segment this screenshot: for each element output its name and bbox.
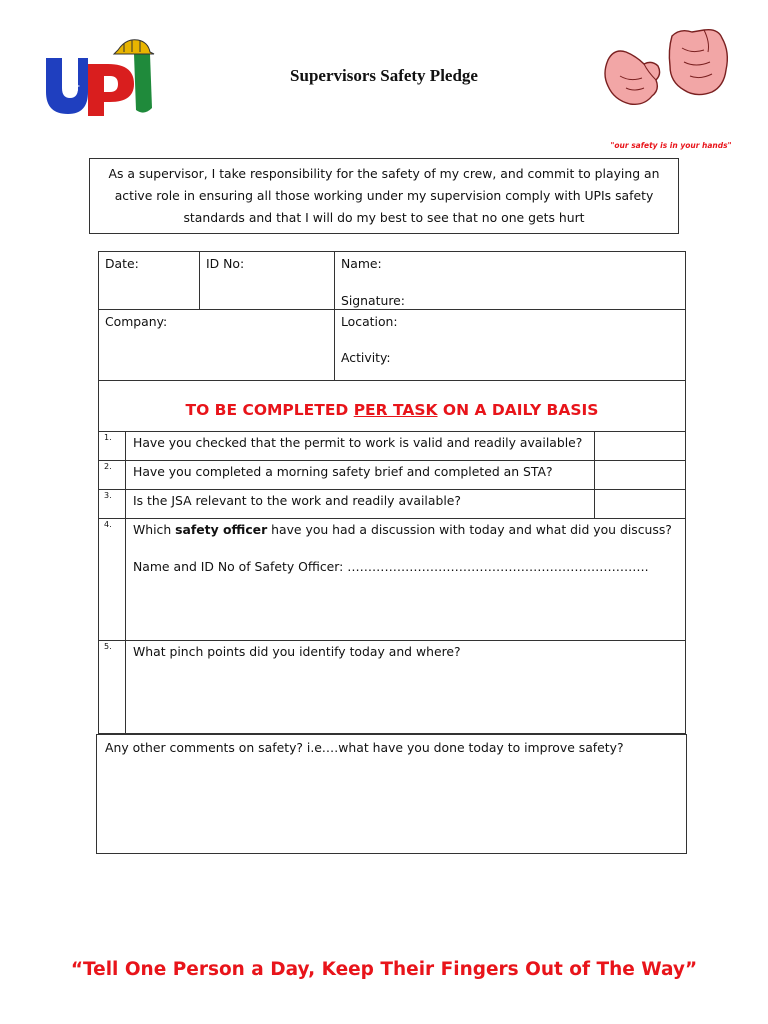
- comments-label: Any other comments on safety? i.e.…what have you done today to improve safety?: [105, 740, 624, 755]
- open-hands-icon: [600, 26, 742, 126]
- activity-field[interactable]: Activity:: [341, 350, 391, 365]
- question-number: 3.: [104, 491, 112, 500]
- safety-officer-field[interactable]: Name and ID No of Safety Officer: ……………………………………………………………….: [133, 559, 649, 574]
- tagline: "our safety is in your hands": [610, 141, 732, 150]
- date-field[interactable]: Date:: [105, 256, 139, 271]
- section-header: TO BE COMPLETED PER TASK ON A DAILY BASIS: [185, 401, 599, 419]
- question-number: 1.: [104, 433, 112, 442]
- signature-field[interactable]: Signature:: [341, 293, 405, 308]
- question-1: Have you checked that the permit to work is valid and readily available?: [133, 435, 583, 450]
- footer-quote: “Tell One Person a Day, Keep Their Fingers Out of The Way”: [70, 959, 698, 980]
- question-number: 2.: [104, 462, 112, 471]
- per-task-underline: PER TASK: [353, 401, 438, 419]
- question-4: Which safety officer have you had a discussion with today and what did you discuss?: [133, 522, 672, 537]
- page-title: Supervisors Safety Pledge: [290, 66, 478, 85]
- question-number: 4.: [104, 520, 112, 529]
- company-field[interactable]: Company:: [105, 314, 168, 329]
- id-no-field[interactable]: ID No:: [206, 256, 245, 271]
- question-5: What pinch points did you identify today and where?: [133, 644, 461, 659]
- name-field[interactable]: Name:: [341, 256, 382, 271]
- logo-vertical-text: Upstream Saipem: [73, 36, 80, 92]
- answer-box-3[interactable]: [596, 491, 684, 517]
- question-3: Is the JSA relevant to the work and readily available?: [133, 493, 461, 508]
- location-field[interactable]: Location:: [341, 314, 398, 329]
- question-number: 5.: [104, 642, 112, 651]
- answer-box-2[interactable]: [596, 462, 684, 488]
- question-2: Have you completed a morning safety brief and completed an STA?: [133, 464, 553, 479]
- pledge-statement: As a supervisor, I take responsibility for the safety of my crew, and commit to playing an active role in ensuring all those working under my supervision comply with UPIs safety standards and that I will do my best to see that no one gets hurt: [89, 158, 679, 234]
- safety-officer-bold: safety officer: [175, 522, 268, 537]
- answer-box-1[interactable]: [596, 433, 684, 459]
